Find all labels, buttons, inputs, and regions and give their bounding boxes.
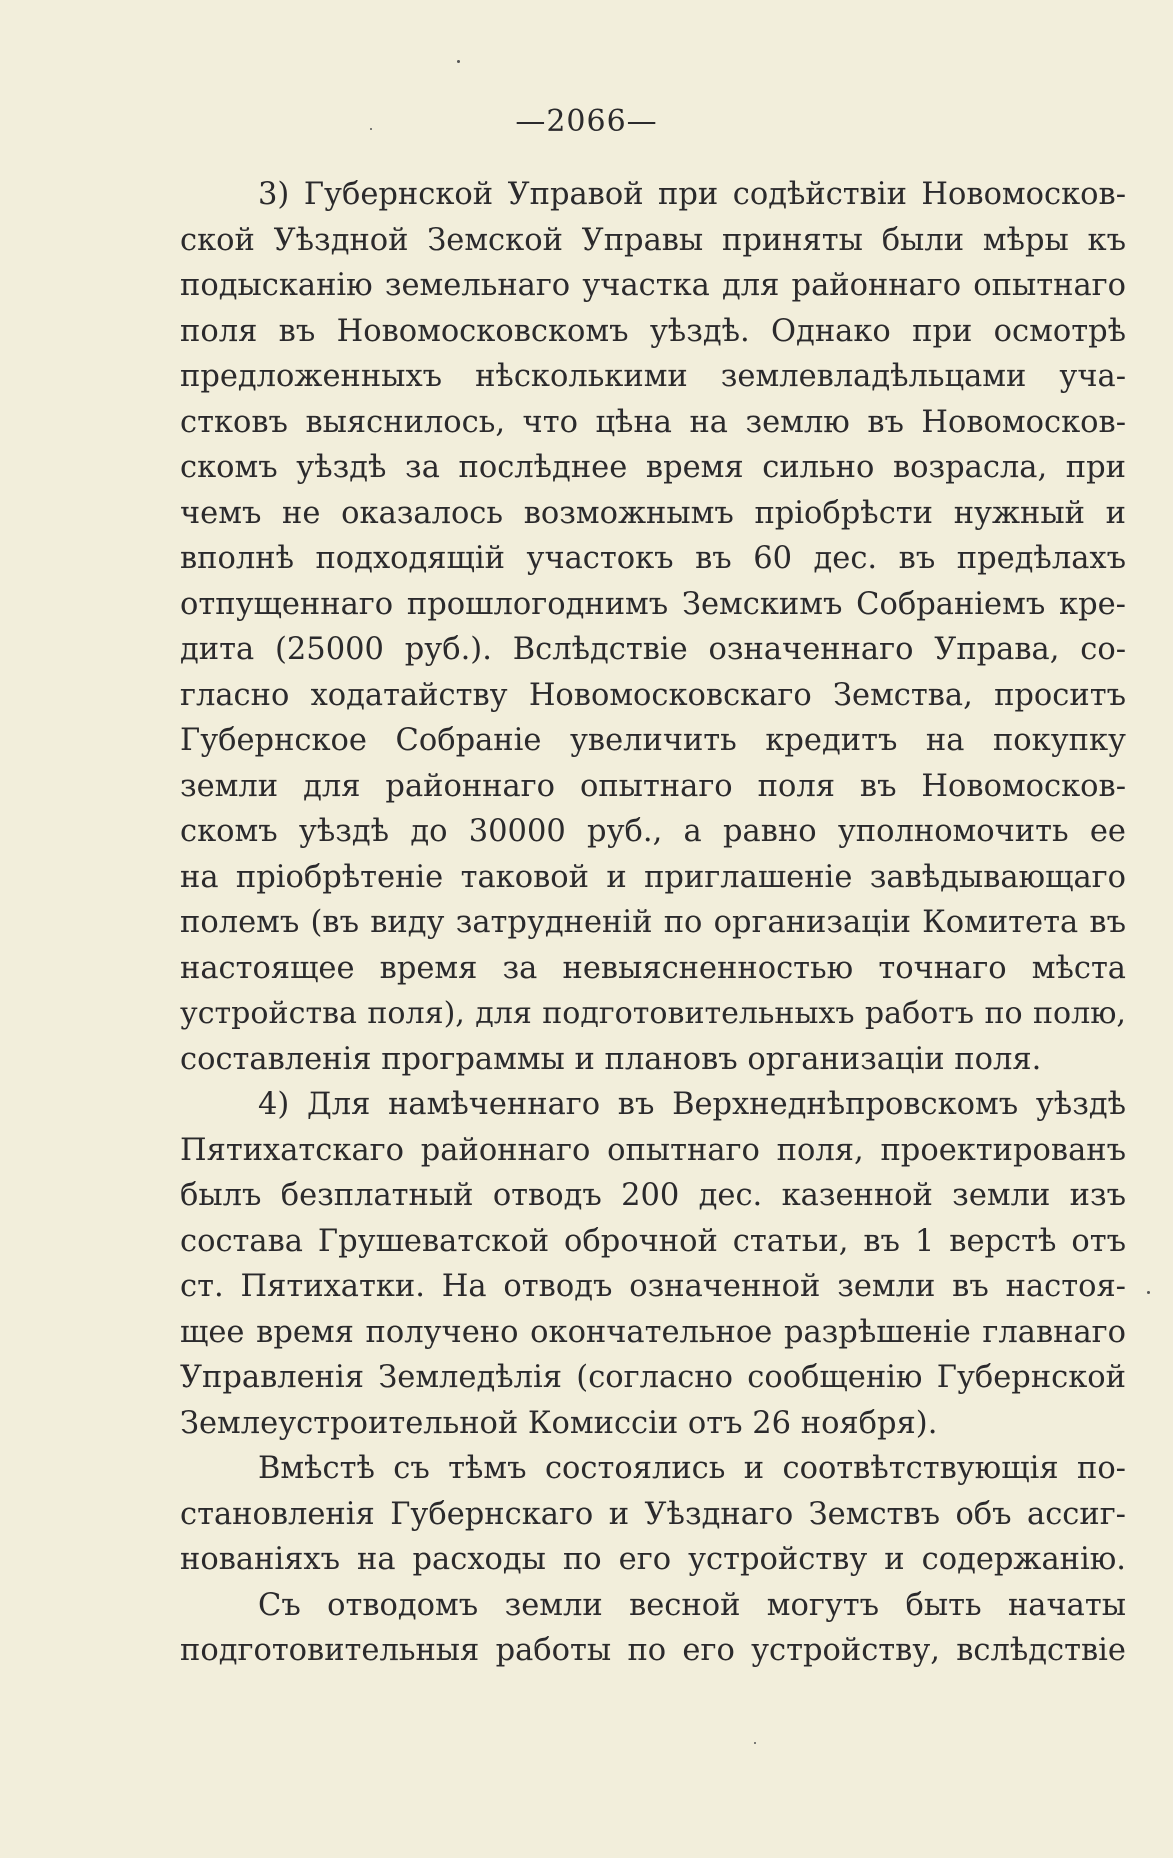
text-line: устройства поля), для подготовительныхъ работъ по полю, xyxy=(180,996,1126,1031)
text-line: гласно ходатайству Новомосковскаго Земства, проситъ xyxy=(180,677,1126,713)
paper-speck xyxy=(1147,1291,1150,1294)
text-line: 3) Губернской Управой при содѣйствіи Новомосков- xyxy=(258,177,1126,212)
text-line: настоящее время за невыясненностью точнаго мѣста xyxy=(180,950,1126,986)
text-line: скомъ уѣздѣ за послѣднее время сильно возрасла, при xyxy=(180,450,1126,485)
text-line: ст. Пятихатки. На отводъ означенной земли въ настоя- xyxy=(180,1269,1126,1304)
text-line: отпущеннаго прошлогоднимъ Земскимъ Собраніемъ кре- xyxy=(180,586,1126,622)
text-line: былъ безплатный отводъ 200 дес. казенной земли изъ xyxy=(180,1178,1126,1213)
paper-speck xyxy=(457,60,460,63)
text-line: Вмѣстѣ съ тѣмъ состоялись и соотвѣтствующія по- xyxy=(258,1451,1126,1486)
text-line: Губернское Собраніе увеличить кредитъ на покупку xyxy=(180,723,1126,758)
text-line: щее время получено окончательное разрѣшеніе главнаго xyxy=(180,1314,1126,1350)
text-line: полемъ (въ виду затрудненій по организаціи Комитета въ xyxy=(180,905,1126,940)
text-line: Пятихатскаго районнаго опытнаго поля, проектированъ xyxy=(180,1132,1126,1168)
text-line: подготовительныя работы по его устройству, вслѣдствіе xyxy=(180,1633,1126,1668)
paper-speck xyxy=(754,1742,756,1744)
page-number: —2066— xyxy=(515,104,658,139)
text-line: стковъ выяснилось, что цѣна на землю въ Новомосков- xyxy=(180,404,1126,440)
text-line: подысканію земельнаго участка для районнаго опытнаго xyxy=(180,268,1126,303)
text-line: вполнѣ подходящій участокъ въ 60 дес. въ предѣлахъ xyxy=(180,541,1126,576)
text-line: ской Уѣздной Земской Управы приняты были мѣры къ xyxy=(180,222,1126,258)
text-line: 4) Для намѣченнаго въ Верхнеднѣпровскомъ уѣздѣ xyxy=(258,1087,1126,1122)
text-line: составленія программы и плановъ организаціи поля. xyxy=(180,1041,1042,1077)
text-line: становленія Губернскаго и Уѣзднаго Земствъ объ ассиг- xyxy=(180,1496,1126,1532)
paper-speck xyxy=(370,128,372,130)
text-line: чемъ не оказалось возможнымъ пріобрѣсти нужный и xyxy=(180,495,1126,531)
text-line: дита (25000 руб.). Вслѣдствіе означеннаго Управа, со- xyxy=(180,632,1126,667)
text-line: земли для районнаго опытнаго поля въ Новомосков- xyxy=(180,768,1126,804)
text-line: на пріобрѣтеніе таковой и приглашеніе завѣдывающаго xyxy=(180,859,1126,895)
text-line: состава Грушеватской оброчной статьи, въ 1 верстѣ отъ xyxy=(180,1223,1126,1259)
text-line: скомъ уѣздѣ до 30000 руб., а равно уполномочить ее xyxy=(180,814,1126,849)
text-line: нованіяхъ на расходы по его устройству и содержанію. xyxy=(180,1542,1126,1577)
text-line: Съ отводомъ земли весной могутъ быть начаты xyxy=(258,1587,1126,1623)
text-line: Управленія Земледѣлія (согласно сообщенію Губернской xyxy=(180,1360,1126,1395)
body-text xyxy=(180,172,1126,1674)
text-line: предложенныхъ нѣсколькими землевладѣльцами уча- xyxy=(180,359,1126,394)
text-line: поля въ Новомосковскомъ уѣздѣ. Однако при осмотрѣ xyxy=(180,313,1126,349)
text-line: Землеустроительной Комиссіи отъ 26 ноября). xyxy=(180,1405,938,1441)
